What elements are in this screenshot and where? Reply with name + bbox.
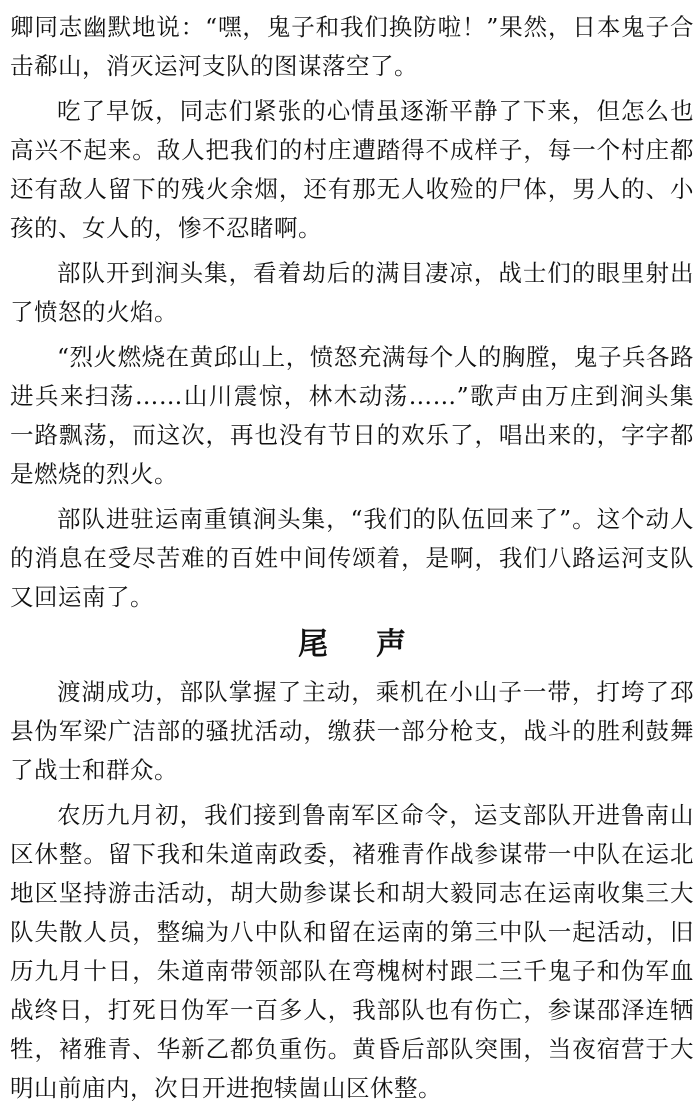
- paragraph: 渡湖成功，部队掌握了主动，乘机在小山子一带，打垮了邳县伪军梁广洁部的骚扰活动，缴获一部分枪支，战斗的胜利鼓舞了战士和群众。: [10, 678, 694, 784]
- paragraph: 吃了早饭，同志们紧张的心情虽逐渐平静了下来，但怎么也高兴不起来。敌人把我们的村庄遭踏得不成样子，每一个村庄都还有敌人留下的残火余烟，还有那无人收殓的尸体，男人的、小孩的、女人的，惨不忍睹啊。: [10, 97, 694, 242]
- paragraph: 部队开到涧头集，看着劫后的满目凄凉，战士们的眼里射出了愤怒的火焰。: [10, 259, 694, 326]
- paragraph: 部队进驻运南重镇涧头集，“我们的队伍回来了”。这个动人的消息在受尽苦难的百姓中间传颂着，是啊，我们八路运河支队又回运南了。: [10, 505, 694, 611]
- paragraph: 卿同志幽默地说：“嘿，鬼子和我们换防啦！”果然，日本鬼子合击郗山，消灭运河支队的图谋落空了。: [10, 13, 694, 80]
- section-title: 尾声: [298, 627, 454, 662]
- document-page: [10, 0, 694, 1102]
- paragraph: “烈火燃烧在黄邱山上，愤怒充满每个人的胸膛，鬼子兵各路进兵来扫荡……山川震惊，林木动荡……”歌声由万庄到涧头集一路飘荡，而这次，再也没有节日的欢乐了，唱出来的，字字都是燃烧的烈火。: [10, 343, 694, 488]
- paragraph: 农历九月初，我们接到鲁南军区命令，运支部队开进鲁南山区休整。留下我和朱道南政委，褚雅青作战参谋带一中队在运北地区坚持游击活动，胡大勋参谋长和胡大毅同志在运南收集三大队失散人员，整编为八中队和留在运南的第三中队一起活动，旧历九月十日，朱道南带领部队在弯槐树村跟二三千鬼子和伪军血战终日，打死日伪军一百多人，我部队也有伤亡，参谋邵泽连牺牲，褚雅青、华新乙都负重伤。黄昏后部队突围，当夜宿营于大明山前庙内，次日开进抱犊崮山区休整。: [10, 801, 694, 1102]
- body-text-after-section: [10, 673, 694, 1108]
- body-text-before-section: [10, 8, 694, 617]
